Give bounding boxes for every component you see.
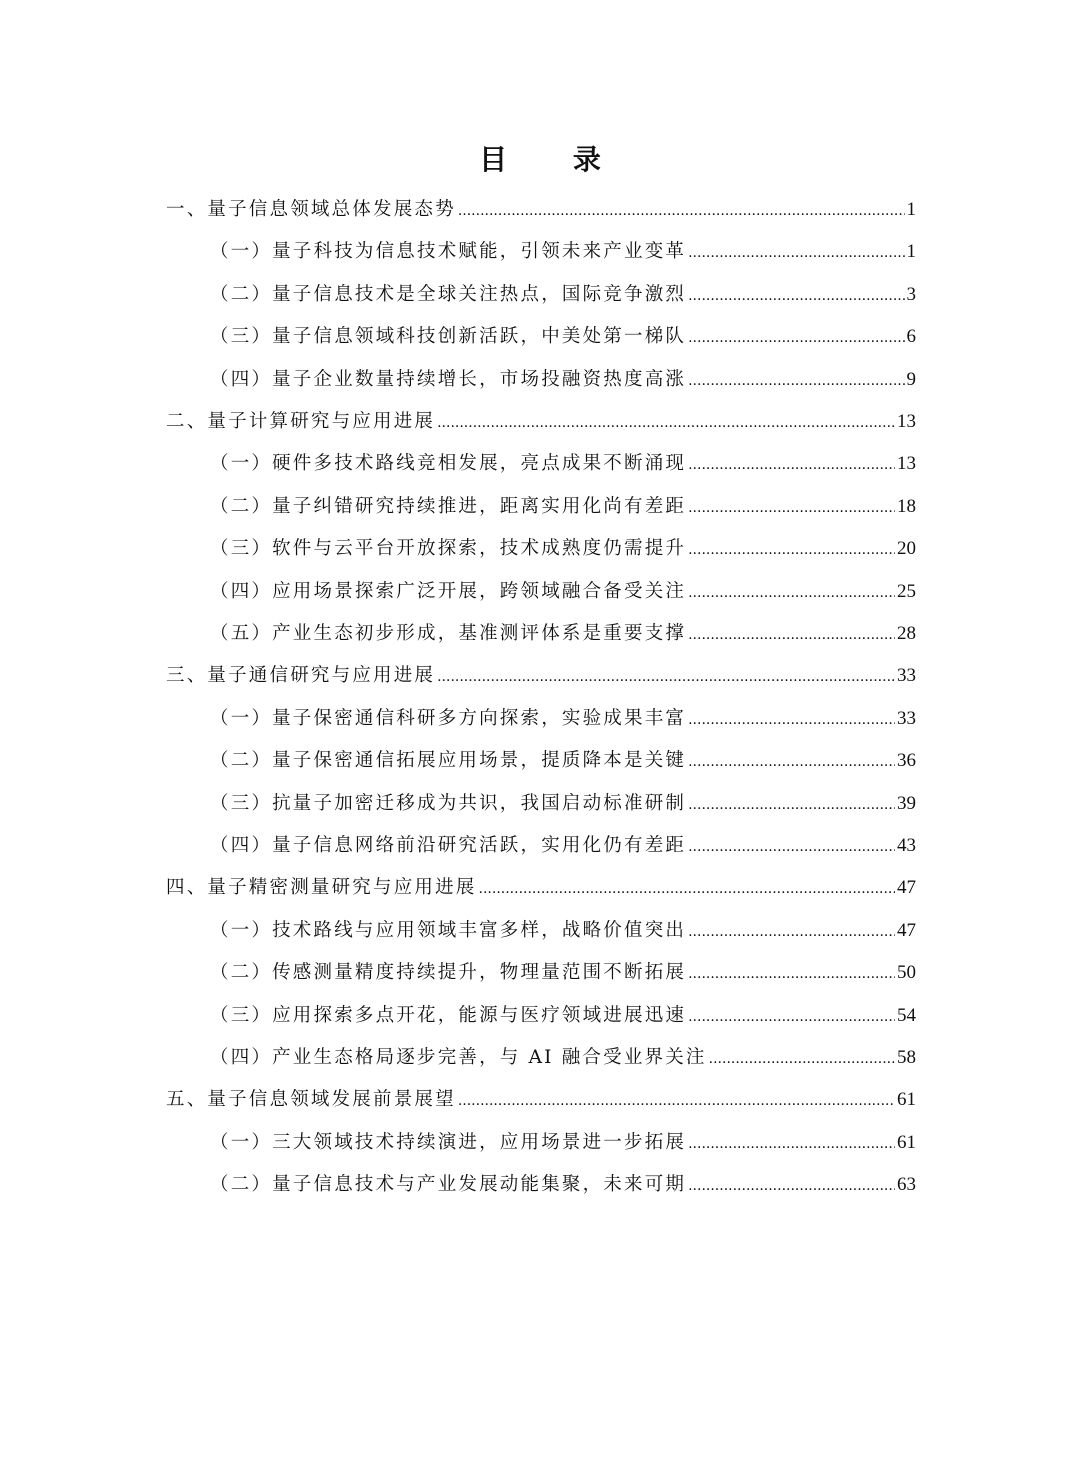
toc-dot-leader — [688, 317, 904, 359]
toc-page-number: 61 — [897, 1089, 916, 1111]
toc-page-number: 20 — [897, 538, 916, 560]
toc-entry-label: （一）量子保密通信科研多方向探索，实验成果丰富 — [210, 707, 687, 729]
toc-section-entry[interactable] — [210, 995, 916, 1037]
toc-dot-leader — [458, 1080, 895, 1122]
toc-section-entry[interactable] — [210, 443, 916, 485]
toc-dot-leader — [688, 360, 904, 402]
toc-section-entry[interactable] — [210, 1037, 916, 1079]
toc-entry-label: （四）量子信息网络前沿研究活跃，实用化仍有差距 — [210, 835, 687, 856]
toc-entry-label: 五、量子信息领域发展前景展望 — [166, 1089, 456, 1111]
toc-entry-label: （一）技术路线与应用领域丰富多样，战略价值突出 — [210, 919, 687, 941]
toc-section-entry[interactable] — [210, 740, 916, 782]
toc-page-number: 1 — [906, 199, 916, 220]
toc-dot-leader — [688, 1165, 895, 1207]
toc-entry-label: （一）三大领域技术持续演进，应用场景进一步拓展 — [210, 1131, 687, 1153]
toc-section-entry[interactable] — [210, 910, 916, 952]
toc-section-entry[interactable] — [210, 316, 916, 358]
toc-entry-label: （二）量子保密通信拓展应用场景，提质降本是关键 — [210, 750, 687, 772]
toc-entry-label: （四）量子企业数量持续增长，市场投融资热度高涨 — [210, 368, 687, 390]
toc-section-entry[interactable] — [210, 486, 916, 528]
toc-entry-label: （一）量子科技为信息技术赋能，引领未来产业变革 — [210, 241, 687, 263]
toc-entry-label: （二）量子纠错研究持续推进，距离实用化尚有差距 — [210, 495, 687, 517]
toc-section-entry[interactable] — [210, 698, 916, 740]
toc-chapter-entry[interactable] — [166, 189, 916, 231]
toc-section-entry[interactable] — [210, 359, 916, 401]
toc-dot-leader — [688, 784, 895, 826]
toc-dot-leader — [688, 614, 895, 656]
toc-page-number: 9 — [906, 368, 916, 390]
toc-dot-leader — [688, 826, 895, 868]
toc-section-entry[interactable] — [210, 528, 916, 570]
toc-dot-leader — [688, 996, 895, 1038]
toc-section-entry[interactable] — [210, 231, 916, 273]
toc-page-number: 58 — [897, 1047, 916, 1068]
toc-entry-label: （四）产业生态格局逐步完善，与 AI 融合受业界关注 — [210, 1047, 707, 1068]
toc-entry-label: 一、量子信息领域总体发展态势 — [166, 199, 456, 220]
toc-page-number: 33 — [897, 665, 916, 687]
toc-dot-leader — [688, 232, 904, 274]
toc-entry-label: （三）量子信息领域科技创新活跃，中美处第一梯队 — [210, 326, 687, 348]
toc-dot-leader — [709, 1038, 895, 1080]
toc-chapter-entry[interactable] — [166, 1079, 916, 1121]
toc-entry-label: 三、量子通信研究与应用进展 — [166, 665, 436, 687]
toc-section-entry[interactable] — [210, 1164, 916, 1206]
toc-page-number: 47 — [897, 919, 916, 941]
toc-entry-label: （一）硬件多技术路线竞相发展，亮点成果不断涌现 — [210, 453, 687, 475]
toc-dot-leader — [688, 953, 895, 995]
toc-entry-label: （三）抗量子加密迁移成为共识，我国启动标准研制 — [210, 792, 687, 814]
toc-entry-label: （四）应用场景探索广泛开展，跨领域融合备受关注 — [210, 580, 687, 602]
toc-chapter-entry[interactable] — [166, 401, 916, 443]
toc-dot-leader — [688, 911, 895, 953]
toc-dot-leader — [479, 868, 895, 910]
toc-page-number: 54 — [897, 1004, 916, 1026]
toc-dot-leader — [688, 741, 895, 783]
toc-page-number: 18 — [897, 495, 916, 517]
toc-entry-label: （三）软件与云平台开放探索，技术成熟度仍需提升 — [210, 538, 687, 560]
toc-section-entry[interactable] — [210, 571, 916, 613]
toc-entry-label: 四、量子精密测量研究与应用进展 — [166, 877, 477, 899]
toc-dot-leader — [688, 699, 895, 741]
toc-dot-leader — [688, 487, 895, 529]
toc-entry-label: （二）量子信息技术是全球关注热点，国际竞争激烈 — [210, 283, 687, 305]
toc-page-number: 6 — [906, 326, 916, 348]
toc-page-number: 3 — [906, 283, 916, 305]
toc-entry-label: （二）传感测量精度持续提升，物理量范围不断拓展 — [210, 962, 687, 984]
toc-section-entry[interactable] — [210, 952, 916, 994]
toc-entry-label: （二）量子信息技术与产业发展动能集聚，未来可期 — [210, 1174, 687, 1196]
toc-section-entry[interactable] — [210, 613, 916, 655]
toc-page-number: 39 — [897, 792, 916, 814]
toc-page-number: 36 — [897, 750, 916, 772]
toc-page-number: 43 — [897, 835, 916, 856]
toc-dot-leader — [688, 572, 895, 614]
toc-page-number: 63 — [897, 1174, 916, 1196]
toc-entry-label: （五）产业生态初步形成，基准测评体系是重要支撑 — [210, 623, 687, 644]
toc-chapter-entry[interactable] — [166, 867, 916, 909]
toc-page-number: 25 — [897, 580, 916, 602]
toc-page-number: 1 — [906, 241, 916, 263]
toc-page-number: 28 — [897, 623, 916, 644]
toc-section-entry[interactable] — [210, 1122, 916, 1164]
toc-chapter-entry[interactable] — [166, 655, 916, 697]
toc-page-number: 61 — [897, 1131, 916, 1153]
toc-page-number: 13 — [897, 453, 916, 475]
toc-entry-label: 二、量子计算研究与应用进展 — [166, 411, 436, 432]
toc-dot-leader — [437, 402, 895, 444]
toc-page-number: 47 — [897, 877, 916, 899]
toc-section-entry[interactable] — [210, 783, 916, 825]
toc-dot-leader — [688, 529, 895, 571]
toc-dot-leader — [688, 275, 904, 317]
toc-section-entry[interactable] — [210, 274, 916, 316]
toc-page-number: 33 — [897, 707, 916, 729]
toc-entry-label: （三）应用探索多点开花，能源与医疗领域进展迅速 — [210, 1004, 687, 1026]
toc-page-number: 50 — [897, 962, 916, 984]
toc-dot-leader — [688, 444, 895, 486]
toc-page-number: 13 — [897, 411, 916, 432]
toc-section-entry[interactable] — [210, 825, 916, 867]
toc-dot-leader — [437, 656, 895, 698]
toc-dot-leader — [688, 1123, 895, 1165]
page-title: 目 录 — [479, 143, 629, 176]
toc-dot-leader — [458, 190, 905, 232]
